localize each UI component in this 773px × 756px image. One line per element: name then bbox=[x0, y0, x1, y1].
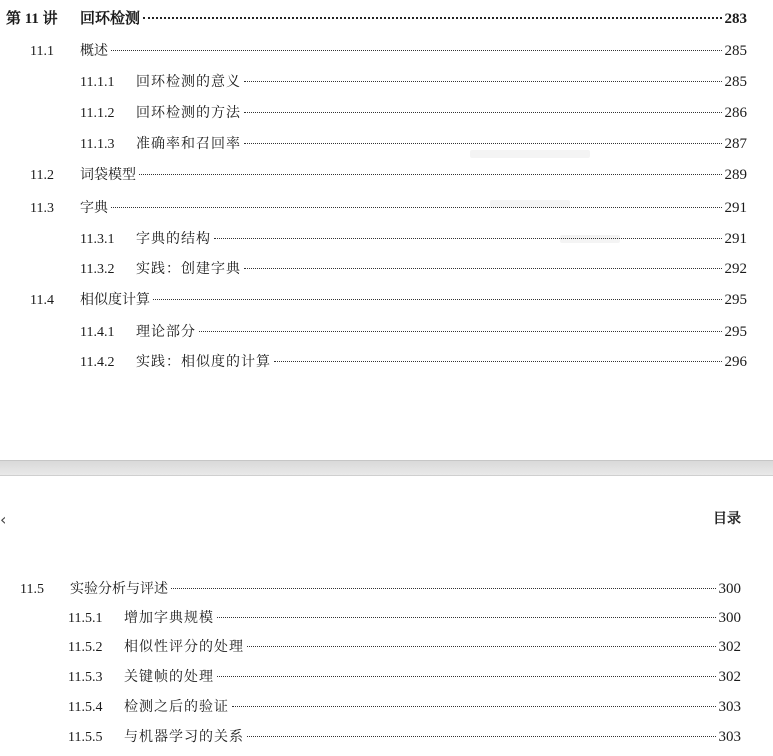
subsection-title: 回环检测的意义 bbox=[136, 74, 241, 90]
dot-leader bbox=[244, 112, 722, 113]
dot-leader bbox=[247, 736, 716, 737]
subsection-title: 关键帧的处理 bbox=[124, 669, 214, 685]
toc-section-entry[interactable] bbox=[30, 290, 747, 311]
section-page-number: 300 bbox=[718, 581, 741, 597]
toc-subsection-entry[interactable] bbox=[68, 727, 741, 748]
chevron-left-icon[interactable]: ‹ bbox=[0, 510, 7, 529]
toc-subsection-entry[interactable] bbox=[68, 608, 741, 629]
subsection-number: 11.4.1 bbox=[80, 325, 115, 340]
section-page-number: 285 bbox=[724, 43, 747, 59]
toc-subsection-entry[interactable] bbox=[68, 667, 741, 688]
toc-subsection-entry[interactable] bbox=[80, 134, 747, 155]
subsection-page-number: 292 bbox=[724, 261, 747, 277]
subsection-page-number: 302 bbox=[718, 669, 741, 685]
subsection-number: 11.5.3 bbox=[68, 670, 103, 685]
dot-leader bbox=[244, 268, 722, 269]
section-number: 11.4 bbox=[30, 293, 54, 308]
dot-leader bbox=[111, 207, 722, 208]
chapter-number: 第 11 讲 bbox=[6, 11, 58, 27]
section-page-number: 291 bbox=[724, 200, 747, 216]
subsection-number: 11.5.1 bbox=[68, 611, 103, 626]
toc-section-entry[interactable] bbox=[30, 198, 747, 219]
dot-leader bbox=[111, 50, 722, 51]
section-page-number: 289 bbox=[724, 167, 747, 183]
toc-chapter-entry[interactable] bbox=[6, 8, 747, 29]
section-number: 11.1 bbox=[30, 44, 54, 59]
subsection-number: 11.5.2 bbox=[68, 640, 103, 655]
section-page-number: 295 bbox=[724, 292, 747, 308]
dot-leader bbox=[139, 174, 722, 175]
subsection-title: 准确率和召回率 bbox=[136, 136, 241, 152]
subsection-title: 实践：相似度的计算 bbox=[136, 354, 271, 370]
toc-section-entry[interactable] bbox=[20, 579, 741, 600]
subsection-page-number: 303 bbox=[718, 729, 741, 745]
subsection-title: 相似性评分的处理 bbox=[124, 639, 244, 655]
dot-leader bbox=[274, 361, 722, 362]
toc-subsection-entry[interactable] bbox=[80, 259, 747, 280]
subsection-title: 增加字典规模 bbox=[124, 610, 214, 626]
dot-leader bbox=[247, 646, 716, 647]
subsection-page-number: 285 bbox=[724, 74, 747, 90]
toc-subsection-entry[interactable] bbox=[80, 322, 747, 343]
toc-subsection-entry[interactable] bbox=[80, 229, 747, 250]
subsection-number: 11.5.4 bbox=[68, 700, 103, 715]
section-number: 11.5 bbox=[20, 582, 44, 597]
subsection-title: 与机器学习的关系 bbox=[124, 729, 244, 745]
dot-leader bbox=[217, 676, 716, 677]
subsection-number: 11.3.1 bbox=[80, 232, 115, 247]
subsection-number: 11.4.2 bbox=[80, 355, 115, 370]
chapter-page-number: 283 bbox=[724, 11, 747, 27]
toc-subsection-entry[interactable] bbox=[68, 697, 741, 718]
toc-section-entry[interactable] bbox=[30, 41, 747, 62]
section-number: 11.2 bbox=[30, 168, 54, 183]
toc-subsection-entry[interactable] bbox=[80, 352, 747, 373]
dot-leader bbox=[143, 17, 721, 19]
subsection-number: 11.5.5 bbox=[68, 730, 103, 745]
subsection-page-number: 295 bbox=[724, 324, 747, 340]
subsection-title: 字典的结构 bbox=[136, 231, 211, 247]
toc-subsection-entry[interactable] bbox=[80, 103, 747, 124]
section-number: 11.3 bbox=[30, 201, 54, 216]
subsection-title: 实践：创建字典 bbox=[136, 261, 241, 277]
section-title: 字典 bbox=[80, 200, 108, 216]
dot-leader bbox=[214, 238, 722, 239]
subsection-number: 11.3.2 bbox=[80, 262, 115, 277]
section-title: 词袋模型 bbox=[80, 167, 136, 183]
subsection-page-number: 300 bbox=[718, 610, 741, 626]
toc-subsection-entry[interactable] bbox=[68, 637, 741, 658]
subsection-page-number: 296 bbox=[724, 354, 747, 370]
dot-leader bbox=[199, 331, 722, 332]
section-title: 相似度计算 bbox=[80, 292, 150, 308]
section-title: 概述 bbox=[80, 43, 108, 59]
running-header: 目录 bbox=[713, 511, 741, 527]
subsection-number: 11.1.1 bbox=[80, 75, 115, 90]
toc-subsection-entry[interactable] bbox=[80, 72, 747, 93]
subsection-number: 11.1.3 bbox=[80, 137, 115, 152]
chapter-title: 回环检测 bbox=[80, 9, 141, 27]
toc-section-entry[interactable] bbox=[30, 165, 747, 186]
dot-leader bbox=[153, 299, 722, 300]
subsection-page-number: 287 bbox=[724, 136, 747, 152]
section-title: 实验分析与评述 bbox=[70, 581, 168, 597]
subsection-page-number: 286 bbox=[724, 105, 747, 121]
dot-leader bbox=[171, 588, 716, 589]
dot-leader bbox=[244, 81, 722, 82]
dot-leader bbox=[232, 706, 716, 707]
toc-page-lower bbox=[0, 476, 773, 756]
subsection-title: 回环检测的方法 bbox=[136, 105, 241, 121]
subsection-number: 11.1.2 bbox=[80, 106, 115, 121]
dot-leader bbox=[244, 143, 722, 144]
subsection-page-number: 291 bbox=[724, 231, 747, 247]
subsection-page-number: 302 bbox=[718, 639, 741, 655]
dot-leader bbox=[217, 617, 716, 618]
subsection-title: 检测之后的验证 bbox=[124, 699, 229, 715]
page-separator bbox=[0, 460, 773, 476]
subsection-title: 理论部分 bbox=[136, 324, 196, 340]
subsection-page-number: 303 bbox=[718, 699, 741, 715]
